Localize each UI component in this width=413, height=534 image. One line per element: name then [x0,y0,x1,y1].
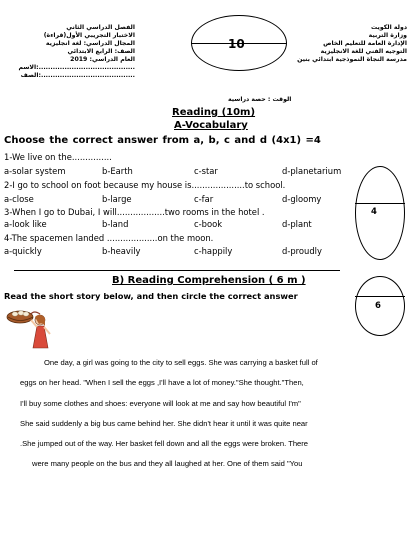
subject-line: المجال الدراسي: لغة انجليزية [45,40,135,47]
section-b-title: B) Reading Comprehension ( 6 m ) [112,275,306,286]
administration-line: الإدارة العامة للتعليم الخاص [323,40,407,47]
total-score-value: 10 [228,37,245,51]
q1-option-c[interactable]: c-star [194,166,218,176]
section-a-score-divider [355,203,405,204]
q4-option-d[interactable]: d-proudly [282,246,322,256]
section-b-instruction: Read the short story below, and then circle the correct answer [4,291,298,301]
story-line-6: were many people on the bus and they all laughed at her. One of them said "You [32,459,303,468]
q1-option-d[interactable]: d-planetarium [282,166,342,176]
time-note: الوقت : حصة دراسية [228,96,292,103]
q4-option-a[interactable]: a-quickly [4,246,42,256]
q3-option-c[interactable]: c-book [194,219,223,229]
q3-option-d[interactable]: d-plant [282,219,312,229]
grade-line: الصف: الرابع الابتدائي [67,48,135,55]
year-line: العام الدراسي: 2019 [70,56,135,63]
section-b-score-divider [355,296,405,297]
name-line: الاسم:......................................... [18,64,135,71]
question-1-stem: 1-We live on the............... [4,152,112,162]
q3-option-b[interactable]: b-land [102,219,129,229]
header-left-block [5,24,135,80]
story-line-2: eggs on her head. "When I sell the eggs ,I'll have a lot of money."She thought."Then, [20,378,304,387]
q3-option-a[interactable]: a-look like [4,219,47,229]
question-2-stem: 2-I go to school on foot because my house is....................to school. [4,180,286,190]
q2-option-d[interactable]: d-gloomy [282,194,322,204]
section-a-score-value: 4 [371,207,377,217]
reading-title: Reading (10m) [172,107,256,118]
girl-with-egg-basket-illustration [4,308,60,350]
country-line: دولة الكويت [370,24,407,31]
q1-option-a[interactable]: a-solar system [4,166,66,176]
story-line-3: I'll buy some clothes and shoes: everyone will look at me and say how beautiful I'm" [20,399,301,408]
section-a-title: A-Vocabulary [174,120,248,131]
section-a-score-circle [355,166,405,260]
q4-option-b[interactable]: b-heavily [102,246,141,256]
school-line: مدرسة النجاة النموذجية ابتدائي بنين [297,56,407,63]
class-line: الصف:........................................ [20,72,135,79]
section-b-score-value: 6 [375,301,381,311]
q4-option-c[interactable]: c-happily [194,246,233,256]
ministry-line: وزارة التربية [368,32,407,39]
supervision-line: التوجيه الفني للغة الانجليزية [320,48,407,55]
question-4-stem: 4-The spacemen landed ...................on the moon. [4,233,214,243]
section-divider [14,270,340,271]
q2-option-b[interactable]: b-large [102,194,132,204]
q2-option-c[interactable]: c-far [194,194,214,204]
story-line-1: One day, a girl was going to the city to sell eggs. She was carrying a basket full of [44,358,318,367]
term-line: الفصل الدراسي الثاني [66,24,135,31]
section-a-instruction: Choose the correct answer from a, b, c and d (4x1) =4 [4,135,321,146]
q1-option-b[interactable]: b-Earth [102,166,133,176]
story-line-4: She said suddenly a big bus came behind her. She didn't hear it until it was quite near [20,419,308,428]
header-right-block [257,24,407,64]
story-line-5: .She jumped out of the way. Her basket fell down and all the eggs were broken. There [20,439,309,448]
exam-line: الاختبار التجريبي الأول(قراءة) [43,32,135,39]
question-3-stem: 3-When I go to Dubai, I will..................two rooms in the hotel . [4,207,265,217]
q2-option-a[interactable]: a-close [4,194,34,204]
